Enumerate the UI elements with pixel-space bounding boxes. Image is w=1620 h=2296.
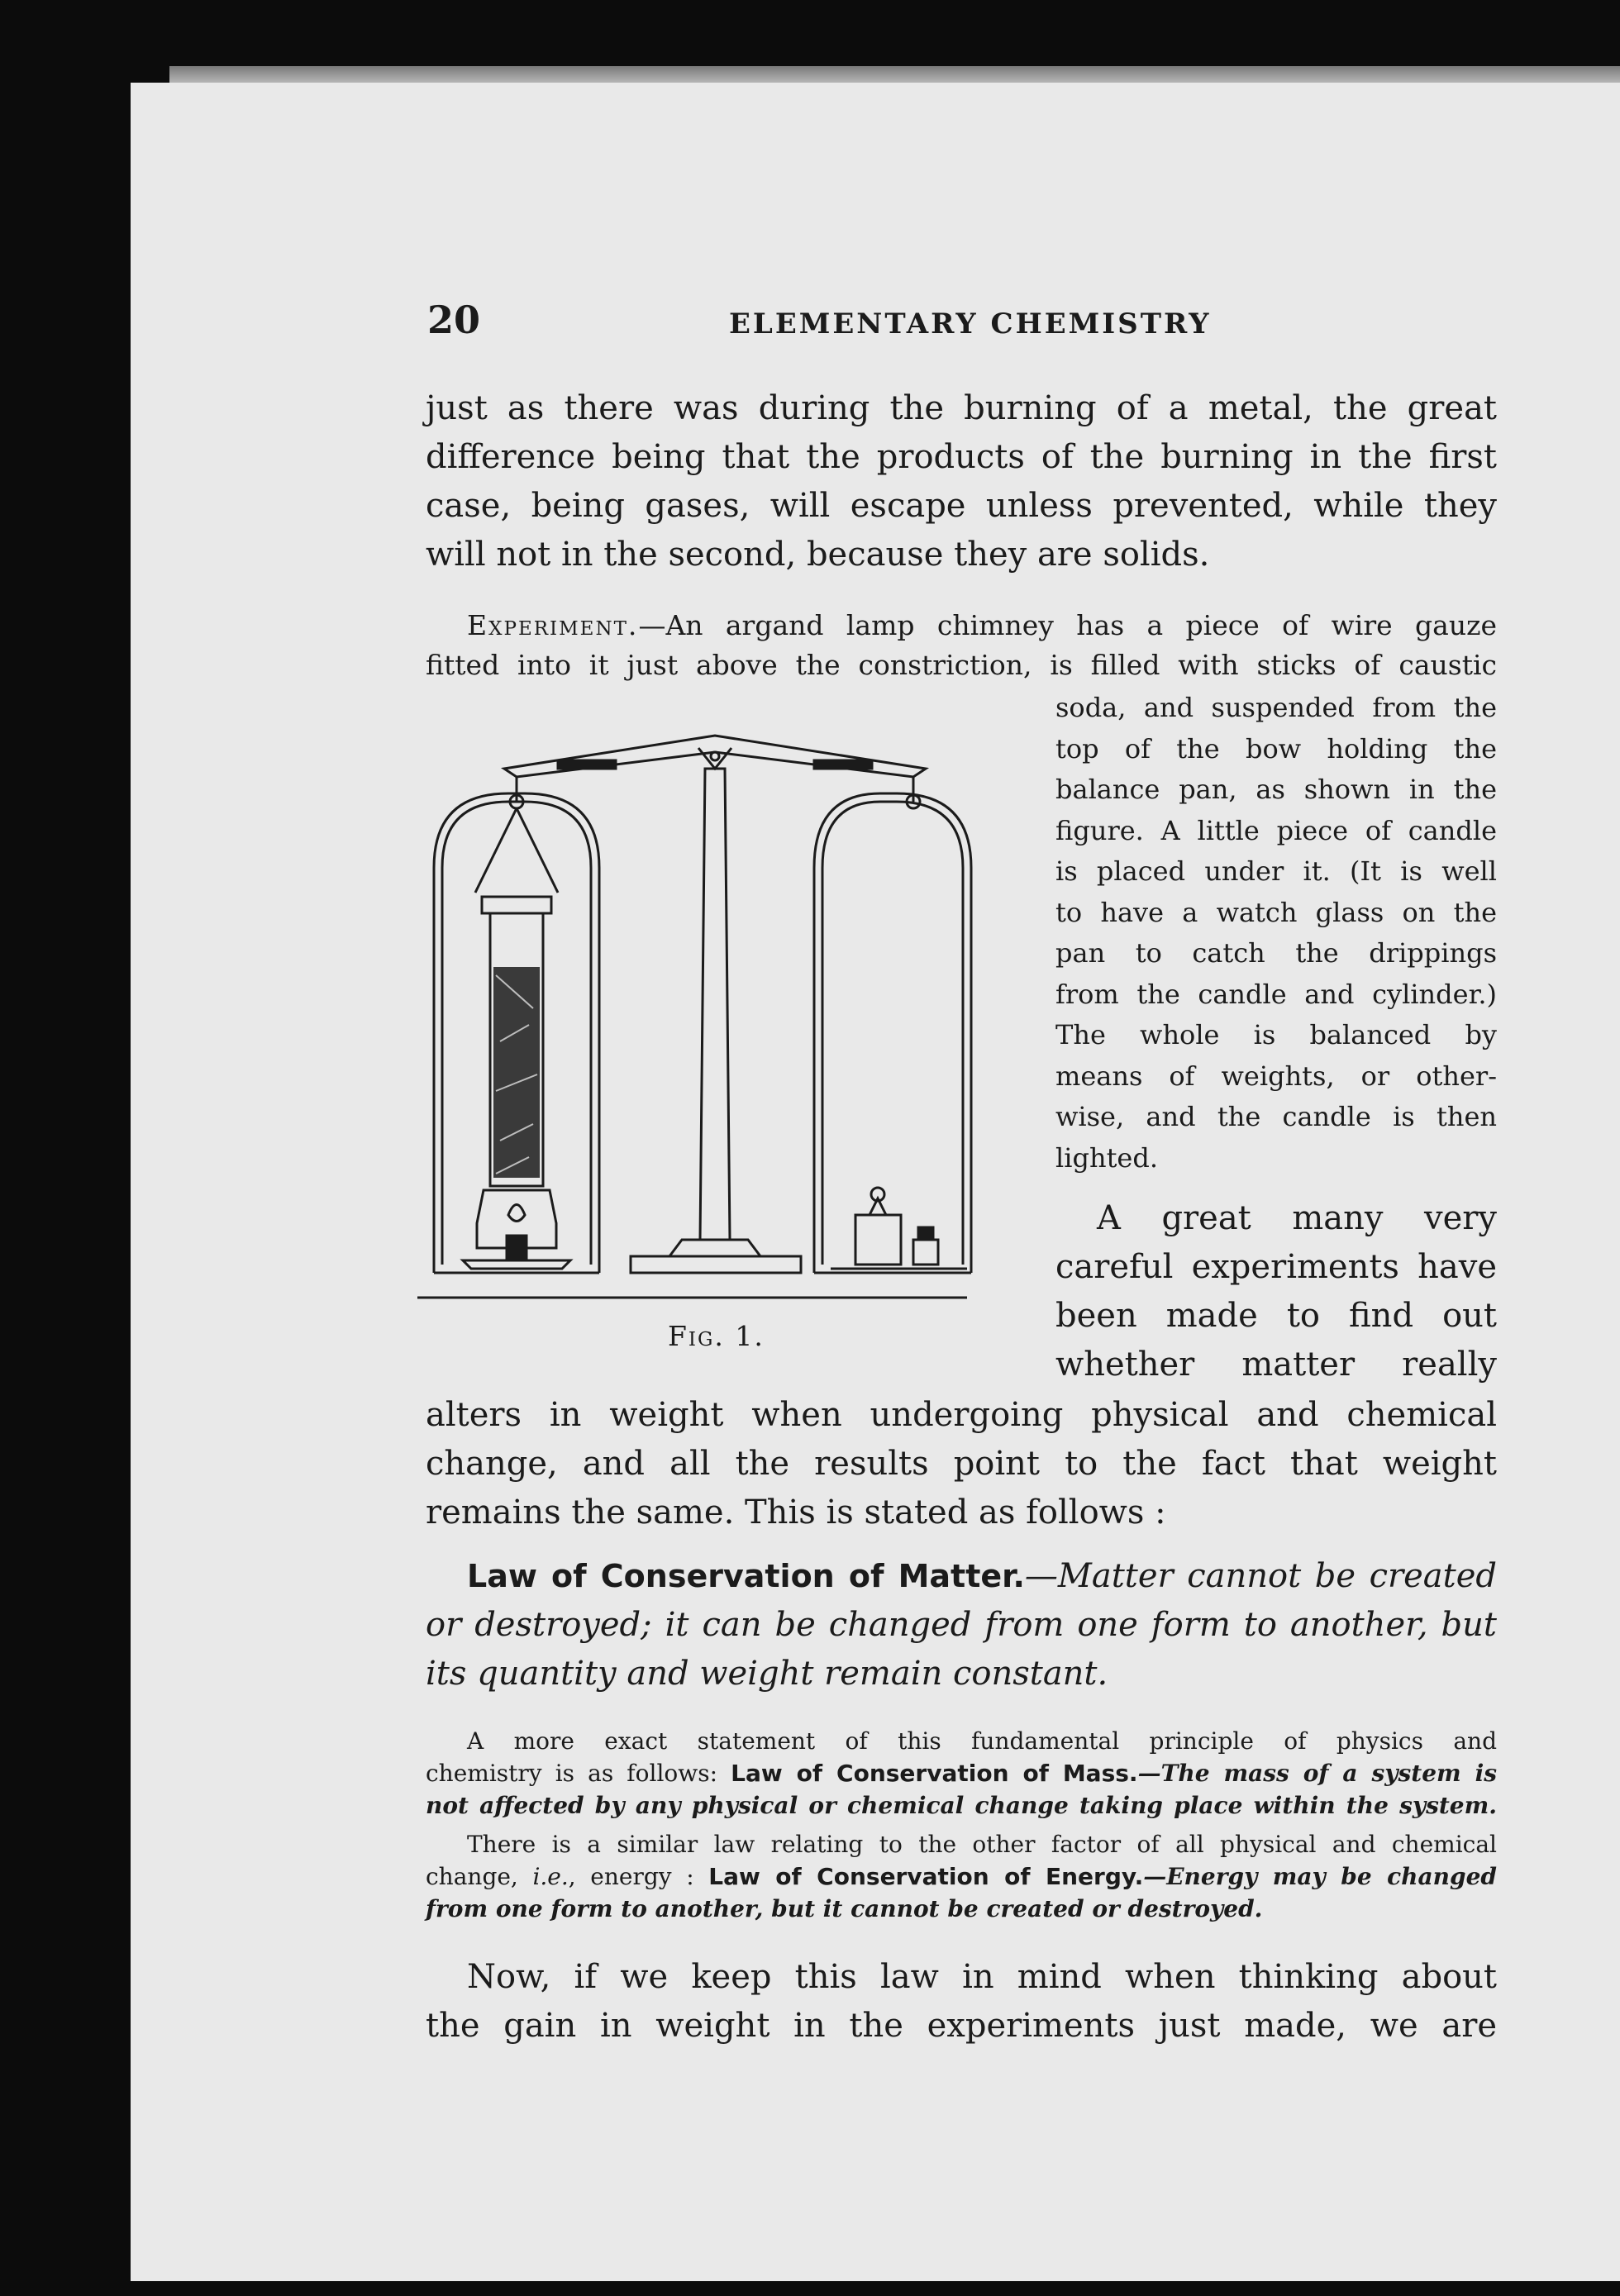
note-conservation-mass [426, 1725, 1497, 1822]
law-title: Law of Conservation of Matter. [467, 1558, 1025, 1594]
note-ie: i.e. [532, 1863, 569, 1890]
note-italic: from one form to another, but it cannot be created or destroyed. [426, 1895, 1263, 1922]
note-italic: —Energy may be changed [1143, 1863, 1498, 1890]
law-text: —Matter cannot be created [1024, 1557, 1497, 1595]
note-text: , energy : [568, 1863, 694, 1890]
paragraph-1 [426, 384, 1497, 579]
experiment-column-line: wise, and the candle is then [1055, 1101, 1497, 1132]
note-law-title: Law of Conservation of Mass. [731, 1760, 1138, 1787]
note-line [426, 1757, 1497, 1789]
note-law-title: Law of Conservation of Energy. [708, 1863, 1144, 1890]
experiment-line-2: fitted into it just above the constriction, is filled with sticks of caustic [426, 649, 1497, 681]
running-title: ELEMENTARY CHEMISTRY [729, 307, 1212, 341]
law-text: its quantity and weight remain constant. [426, 1655, 1108, 1693]
paragraph-1-line: case, being gases, will escape unless prevented, while they [426, 487, 1497, 525]
right-pan-bow [814, 777, 971, 1273]
experiment-column-line: The whole is balanced by [1055, 1019, 1497, 1050]
balance-weights [855, 1188, 938, 1265]
paragraph-3-line: Now, if we keep this law in mind when thinking about [467, 1958, 1497, 1996]
note-italic: not affected by any physical or chemical change taking place within the system. [426, 1792, 1497, 1819]
experiment-line-1 [467, 609, 1497, 641]
paragraph-2-line: change, and all the results point to the fact that weight [426, 1445, 1497, 1483]
paragraph-2-full [426, 1391, 1497, 1537]
law-line [426, 1552, 1497, 1601]
law-line [426, 1655, 1108, 1693]
paragraph-1-line: will not in the second, because they are solids. [426, 536, 1210, 574]
paragraph-2-line: remains the same. This is stated as follows : [426, 1493, 1166, 1531]
law-line [426, 1601, 1497, 1650]
paragraph-2-line: whether matter really [1055, 1346, 1497, 1384]
experiment-column-line: pan to catch the drippings [1055, 937, 1497, 969]
note-line: There is a similar law relating to the other factor of all physical and chemical [467, 1831, 1497, 1858]
experiment-column-line: is placed under it. (It is well [1055, 855, 1497, 887]
note-line [426, 1860, 1497, 1893]
experiment-text: —An argand lamp chimney has a piece of wire gauze [638, 609, 1497, 641]
paragraph-3 [426, 1953, 1497, 2051]
experiment-column-line: soda, and suspended from the [1055, 692, 1497, 723]
note-line: A more exact statement of this fundamental principle of physics and [467, 1727, 1497, 1755]
experiment-column-line: means of weights, or other- [1055, 1060, 1497, 1092]
experiment-column-line: top of the bow holding the [1055, 732, 1497, 765]
experiment-column-line: from the candle and cylinder.) [1055, 978, 1497, 1010]
experiment-column-line: balance pan, as shown in the [1055, 774, 1497, 805]
note-line [426, 1895, 1262, 1922]
paragraph-2-column [1055, 1194, 1497, 1389]
paragraph-3-line: the gain in weight in the experiments just made, we are [426, 2007, 1497, 2045]
page-number: 20 [427, 298, 481, 342]
law-conservation-matter [426, 1552, 1497, 1698]
balance-beam [504, 736, 926, 777]
experiment-column-line: to have a watch glass on the [1055, 896, 1497, 928]
paragraph-2-line: A great many very [1097, 1199, 1497, 1237]
experiment-column [1055, 688, 1497, 1179]
note-text: change, [426, 1863, 518, 1890]
law-text: or destroyed; it can be changed from one form to another, but [426, 1606, 1497, 1644]
paragraph-1-line: just as there was during the burning of a metal, the great [426, 389, 1497, 427]
paragraph-2-line: careful experiments have [1055, 1248, 1497, 1286]
note-conservation-energy [426, 1828, 1497, 1925]
paragraph-2-line: alters in weight when undergoing physical and chemical [426, 1396, 1497, 1434]
chimney-cylinder [463, 808, 570, 1269]
paragraph-2-line: been made to find out [1055, 1297, 1497, 1335]
experiment-column-line: figure. A little piece of candle [1055, 814, 1497, 846]
experiment-column-line: lighted. [1055, 1141, 1159, 1174]
note-text: chemistry is as follows: [426, 1760, 718, 1787]
figure-caption: Fig. 1. [668, 1320, 765, 1352]
balance-figure [417, 711, 979, 1314]
experiment-label: Experiment. [467, 609, 639, 641]
note-italic: —The mass of a system is [1137, 1760, 1498, 1787]
paragraph-1-line: difference being that the products of the burning in the first [426, 438, 1497, 476]
note-line [426, 1789, 1497, 1822]
